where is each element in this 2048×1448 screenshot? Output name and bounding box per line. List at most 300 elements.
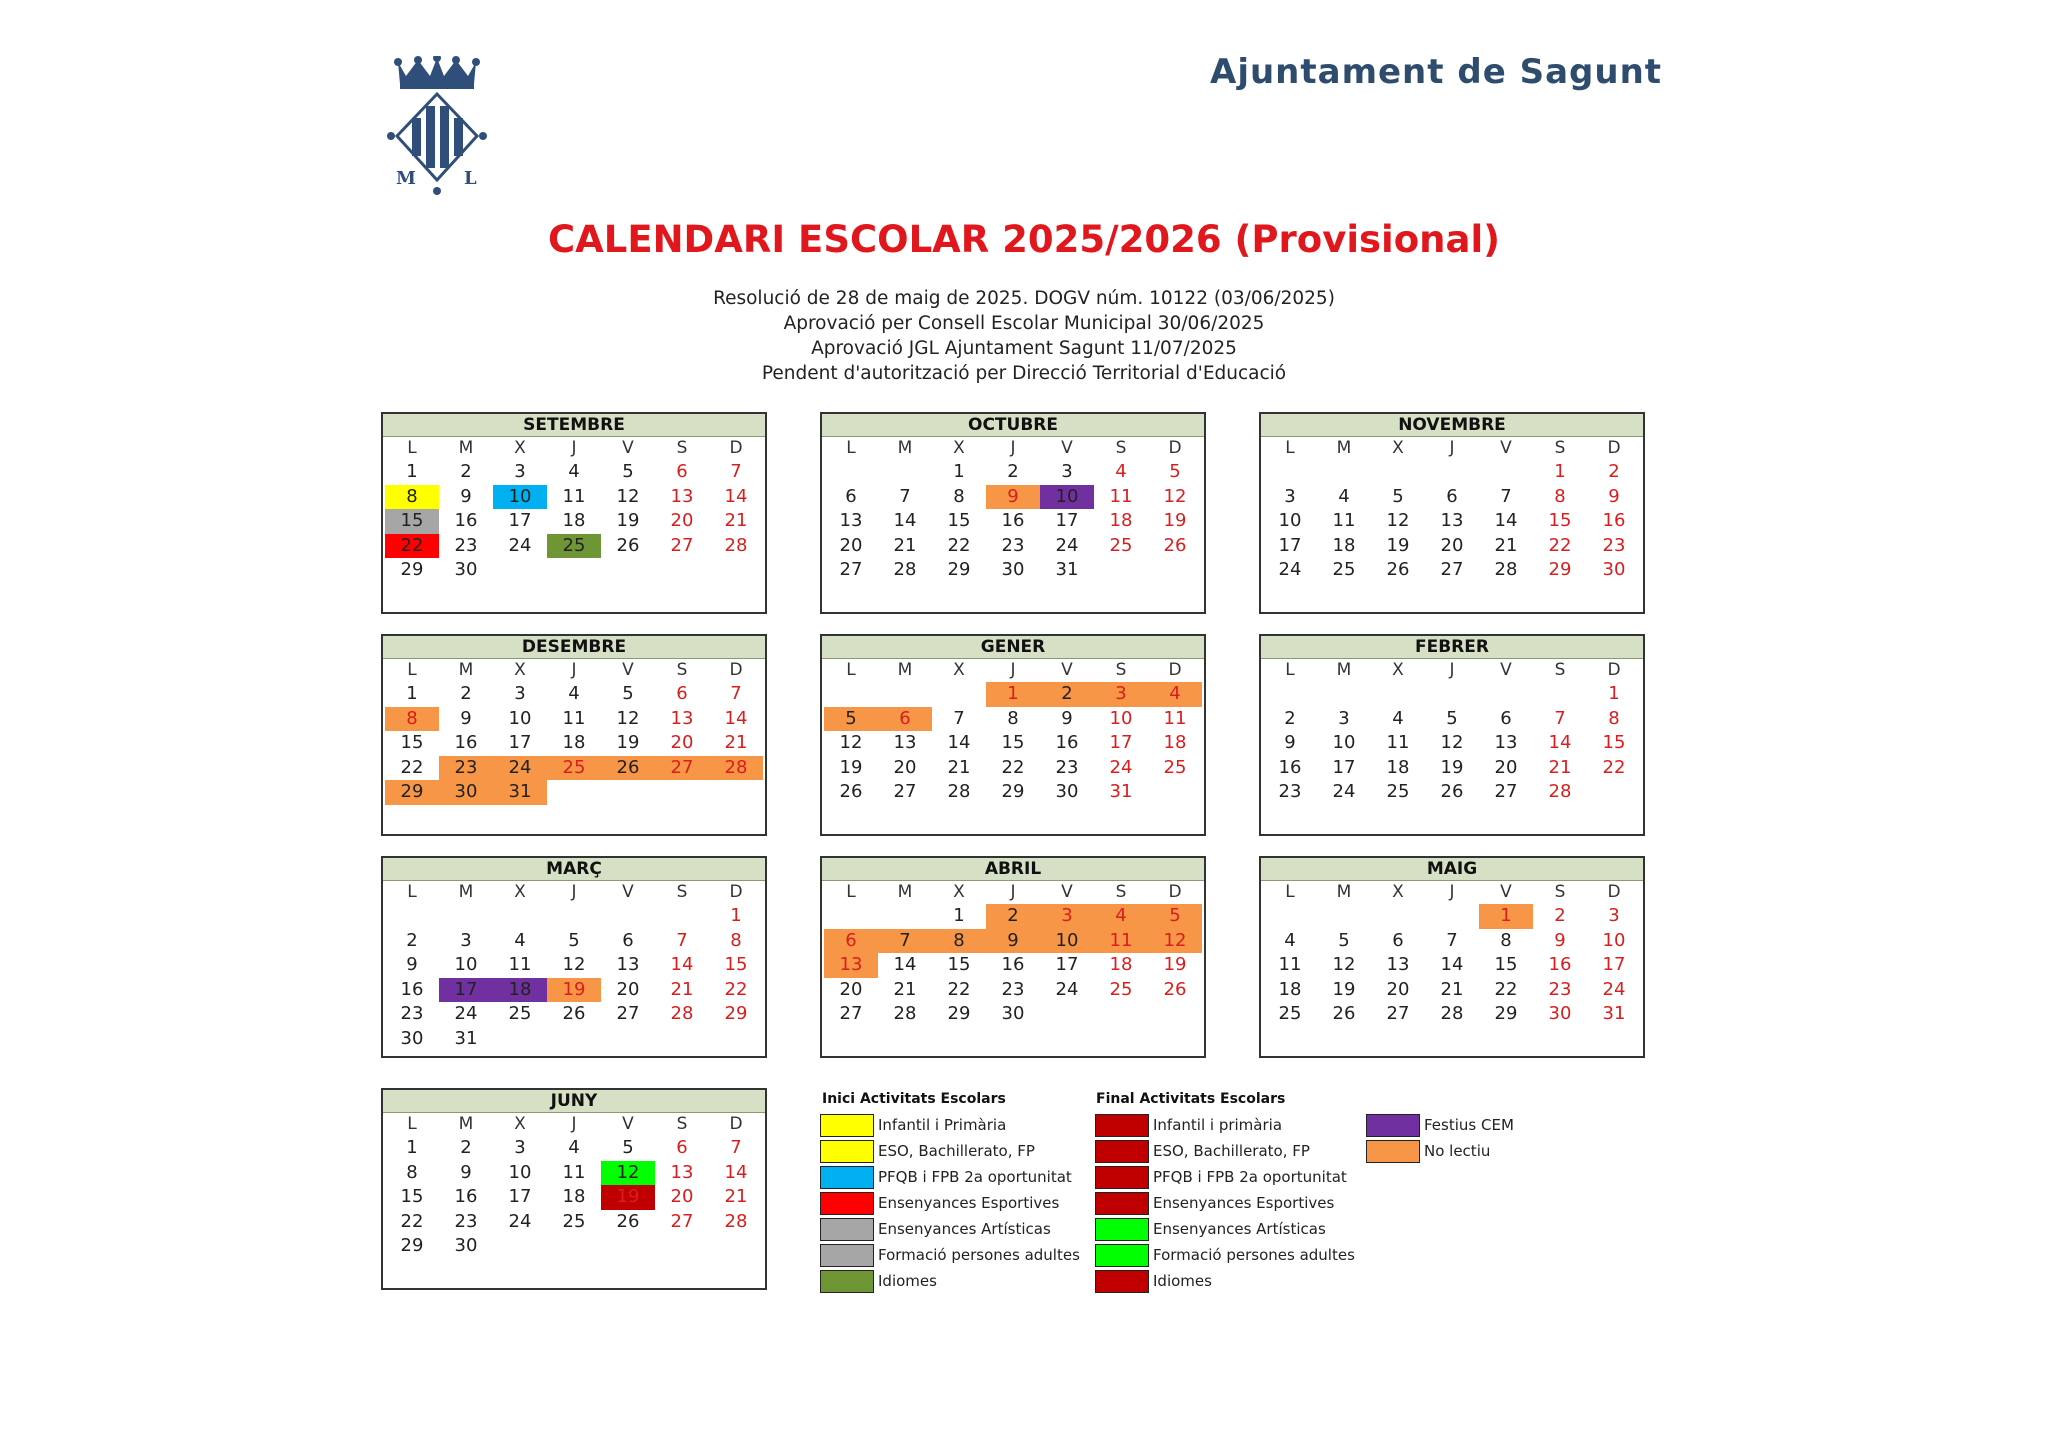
day-cell: 17 <box>1109 732 1133 753</box>
month-calendar <box>820 634 1206 836</box>
day-cell: 8 <box>385 707 439 732</box>
day-cell: 23 <box>1602 534 1626 556</box>
day-cell: 13 <box>616 954 640 975</box>
month-title: MARÇ <box>383 858 765 881</box>
day-cell: 10 <box>1332 732 1356 753</box>
day-cell: 19 <box>1332 978 1356 1000</box>
legend-item <box>820 1190 1059 1216</box>
weekday-label: D <box>729 660 743 680</box>
day-cell: 20 <box>670 510 694 531</box>
day-cell: 21 <box>1548 756 1572 778</box>
day-cell: 14 <box>724 1161 748 1183</box>
weekday-label: J <box>1010 438 1016 458</box>
weekday-label: V <box>1061 882 1073 902</box>
day-cell: 3 <box>460 929 472 951</box>
weekday-label: V <box>622 882 634 902</box>
weekday-label: X <box>514 882 526 902</box>
day-cell: 1 <box>1554 461 1566 482</box>
day-cell: 9 <box>460 1161 472 1183</box>
day-cell: 30 <box>1602 559 1626 580</box>
day-cell: 19 <box>1440 756 1464 778</box>
month-grid <box>385 659 765 805</box>
day-cell: 15 <box>385 509 439 534</box>
weekday-label: L <box>1285 438 1295 458</box>
day-cell: 12 <box>1332 954 1356 975</box>
day-cell: 22 <box>1548 534 1572 556</box>
weekday-label: L <box>407 1114 417 1134</box>
day-cell: 12 <box>839 732 863 753</box>
weekday-label: D <box>729 1114 743 1134</box>
day-cell: 27 <box>616 1003 640 1024</box>
day-cell: 26 <box>839 781 863 802</box>
day-cell: 28 <box>1494 559 1518 580</box>
day-cell: 16 <box>454 510 478 531</box>
day-cell: 19 <box>1163 954 1187 975</box>
weekday-label: L <box>407 438 417 458</box>
day-cell: 12 <box>562 954 586 975</box>
empty-day-cell <box>824 460 878 485</box>
month-grid <box>1263 659 1643 805</box>
day-cell: 5 <box>568 929 580 951</box>
subtitle-line: Resolució de 28 de maig de 2025. DOGV núm. 10122 (03/06/2025) <box>713 288 1335 309</box>
day-cell: 16 <box>400 978 424 1000</box>
legend-item <box>820 1164 1072 1190</box>
day-cell: 21 <box>670 978 694 1000</box>
legend-item <box>820 1138 1035 1164</box>
day-cell: 24 <box>1109 756 1133 778</box>
day-cell: 21 <box>724 510 748 531</box>
day-cell: 4 <box>568 1137 580 1158</box>
weekday-label: X <box>953 660 965 680</box>
day-cell: 29 <box>400 559 424 580</box>
weekday-label: D <box>1607 438 1621 458</box>
legend-label: ESO, Bachillerato, FP <box>878 1142 1035 1160</box>
day-cell: 6 <box>1500 707 1512 729</box>
weekday-label: M <box>897 660 913 680</box>
weekday-label: M <box>458 438 474 458</box>
empty-day-cell <box>439 904 493 929</box>
day-cell: 18 <box>1163 732 1187 753</box>
day-cell: 19 <box>601 1185 655 1210</box>
weekday-label: L <box>1285 660 1295 680</box>
day-cell: 6 <box>845 485 857 507</box>
day-cell: 15 <box>1548 510 1572 531</box>
day-cell: 22 <box>385 534 439 559</box>
empty-day-cell <box>878 682 932 707</box>
day-cell: 12 <box>616 707 640 729</box>
day-cell: 7 <box>878 929 932 954</box>
day-cell: 5 <box>1148 904 1202 929</box>
day-cell: 1 <box>406 1137 418 1158</box>
day-cell: 13 <box>670 1161 694 1183</box>
day-cell: 5 <box>622 1137 634 1158</box>
day-cell: 8 <box>1608 707 1620 729</box>
day-cell: 30 <box>400 1027 424 1049</box>
day-cell: 9 <box>460 485 472 507</box>
empty-day-cell <box>932 682 986 707</box>
month-calendar <box>381 634 767 836</box>
day-cell: 22 <box>1494 978 1518 1000</box>
day-cell: 7 <box>730 461 742 482</box>
legend-item <box>820 1216 1051 1242</box>
day-cell: 27 <box>839 1003 863 1024</box>
day-cell: 14 <box>724 485 748 507</box>
day-cell: 3 <box>1040 904 1094 929</box>
month-title: OCTUBRE <box>822 414 1204 437</box>
logo-letter-l: L <box>464 168 477 189</box>
weekday-label: S <box>1115 438 1127 458</box>
day-cell: 28 <box>724 534 748 556</box>
day-cell: 6 <box>1392 929 1404 951</box>
legend-item <box>1095 1268 1212 1294</box>
organization-name: Ajuntament de Sagunt <box>1210 52 1663 92</box>
weekday-label: S <box>676 882 688 902</box>
weekday-label: D <box>1168 660 1182 680</box>
day-cell: 24 <box>454 1003 478 1024</box>
day-cell: 4 <box>1284 929 1296 951</box>
legend-label: Festius CEM <box>1424 1116 1514 1134</box>
day-cell: 30 <box>439 780 493 805</box>
weekday-label: V <box>1500 438 1512 458</box>
month-calendar <box>820 412 1206 614</box>
day-cell: 9 <box>986 929 1040 954</box>
day-cell: 19 <box>1163 510 1187 531</box>
day-cell: 4 <box>514 929 526 951</box>
day-cell: 16 <box>1001 510 1025 531</box>
empty-day-cell <box>547 904 601 929</box>
weekday-label: X <box>1392 660 1404 680</box>
day-cell: 11 <box>1163 707 1187 729</box>
weekday-label: D <box>729 438 743 458</box>
day-cell: 21 <box>1494 534 1518 556</box>
day-cell: 18 <box>1278 978 1302 1000</box>
legend-label: Idiomes <box>878 1272 937 1290</box>
day-cell: 16 <box>1602 510 1626 531</box>
day-cell: 5 <box>1392 485 1404 507</box>
legend-swatch <box>820 1244 874 1267</box>
day-cell: 15 <box>400 1186 424 1207</box>
day-cell: 26 <box>616 1210 640 1232</box>
day-cell: 2 <box>406 929 418 951</box>
weekday-label: L <box>1285 882 1295 902</box>
day-cell: 12 <box>1163 485 1187 507</box>
day-cell: 30 <box>1055 781 1079 802</box>
empty-day-cell <box>1425 682 1479 707</box>
month-title: MAIG <box>1261 858 1643 881</box>
day-cell: 29 <box>400 1235 424 1256</box>
day-cell: 22 <box>947 978 971 1000</box>
weekday-label: M <box>458 660 474 680</box>
day-cell: 25 <box>562 1210 586 1232</box>
month-grid <box>385 881 765 1051</box>
subtitle-line: Pendent d'autorització per Direcció Territorial d'Educació <box>761 363 1287 384</box>
day-cell: 2 <box>986 904 1040 929</box>
day-cell: 17 <box>1332 756 1356 778</box>
legend-swatch <box>1095 1192 1149 1215</box>
day-cell: 20 <box>670 1186 694 1207</box>
day-cell: 9 <box>460 707 472 729</box>
legend-swatch <box>1366 1114 1420 1137</box>
day-cell: 16 <box>1001 954 1025 975</box>
legend-swatch <box>820 1114 874 1137</box>
day-cell: 2 <box>1284 707 1296 729</box>
weekday-label: M <box>1336 438 1352 458</box>
day-cell: 21 <box>724 732 748 753</box>
day-cell: 26 <box>616 534 640 556</box>
day-cell: 13 <box>1386 954 1410 975</box>
day-cell: 10 <box>1602 929 1626 951</box>
day-cell: 13 <box>893 732 917 753</box>
day-cell: 3 <box>514 1137 526 1158</box>
day-cell: 20 <box>670 732 694 753</box>
day-cell: 30 <box>454 1235 478 1256</box>
day-cell: 12 <box>601 1161 655 1186</box>
day-cell: 25 <box>508 1003 532 1024</box>
day-cell: 17 <box>1055 954 1079 975</box>
day-cell: 31 <box>1602 1003 1626 1024</box>
weekday-label: X <box>953 438 965 458</box>
day-cell: 1 <box>953 461 965 482</box>
day-cell: 27 <box>1494 781 1518 802</box>
day-cell: 12 <box>1148 929 1202 954</box>
day-cell: 26 <box>601 756 655 781</box>
day-cell: 6 <box>676 1137 688 1158</box>
legend-item <box>820 1268 937 1294</box>
day-cell: 4 <box>1392 707 1404 729</box>
month-calendar <box>381 856 767 1058</box>
day-cell: 8 <box>730 929 742 951</box>
day-cell: 18 <box>1386 756 1410 778</box>
legend-item <box>1095 1164 1347 1190</box>
day-cell: 24 <box>1602 978 1626 1000</box>
day-cell: 6 <box>676 461 688 482</box>
day-cell: 29 <box>1001 781 1025 802</box>
day-cell: 5 <box>622 683 634 704</box>
day-cell: 17 <box>1602 954 1626 975</box>
day-cell: 20 <box>839 978 863 1000</box>
day-cell: 15 <box>947 510 971 531</box>
empty-day-cell <box>1479 682 1533 707</box>
day-cell: 2 <box>460 1137 472 1158</box>
weekday-label: D <box>1607 882 1621 902</box>
legend-item <box>1095 1190 1334 1216</box>
legend-swatch <box>820 1270 874 1293</box>
day-cell: 21 <box>893 978 917 1000</box>
day-cell: 19 <box>839 756 863 778</box>
day-cell: 7 <box>1500 485 1512 507</box>
weekday-label: X <box>514 660 526 680</box>
day-cell: 17 <box>439 978 493 1003</box>
day-cell: 31 <box>1055 559 1079 580</box>
day-cell: 13 <box>670 485 694 507</box>
day-cell: 18 <box>1332 534 1356 556</box>
weekday-label: L <box>846 660 856 680</box>
empty-day-cell <box>1425 460 1479 485</box>
weekday-label: S <box>1554 882 1566 902</box>
legend-label: Infantil i Primària <box>878 1116 1007 1134</box>
weekday-label: J <box>571 882 577 902</box>
day-cell: 23 <box>1055 756 1079 778</box>
weekday-label: M <box>458 882 474 902</box>
month-grid <box>385 437 765 583</box>
day-cell: 23 <box>1001 978 1025 1000</box>
day-cell: 14 <box>893 510 917 531</box>
day-cell: 25 <box>1109 534 1133 556</box>
month-title: DESEMBRE <box>383 636 765 659</box>
empty-day-cell <box>385 904 439 929</box>
day-cell: 19 <box>616 732 640 753</box>
day-cell: 18 <box>1109 954 1133 975</box>
day-cell: 14 <box>893 954 917 975</box>
day-cell: 16 <box>1055 732 1079 753</box>
day-cell: 23 <box>439 756 493 781</box>
weekday-label: J <box>571 438 577 458</box>
day-cell: 16 <box>454 1186 478 1207</box>
day-cell: 1 <box>730 905 742 926</box>
empty-day-cell <box>1479 460 1533 485</box>
empty-day-cell <box>493 904 547 929</box>
day-cell: 2 <box>460 461 472 482</box>
legend-swatch <box>1095 1218 1149 1241</box>
weekday-label: M <box>897 438 913 458</box>
weekday-label: J <box>1010 660 1016 680</box>
day-cell: 18 <box>562 510 586 531</box>
day-cell: 10 <box>454 954 478 975</box>
day-cell: 14 <box>1548 732 1572 753</box>
day-cell: 8 <box>1554 485 1566 507</box>
day-cell: 20 <box>1386 978 1410 1000</box>
month-title: SETEMBRE <box>383 414 765 437</box>
day-cell: 25 <box>1332 559 1356 580</box>
day-cell: 21 <box>724 1186 748 1207</box>
weekday-label: J <box>571 660 577 680</box>
day-cell: 15 <box>400 732 424 753</box>
day-cell: 10 <box>508 707 532 729</box>
weekday-label: L <box>407 882 417 902</box>
legend-inici-title: Inici Activitats Escolars <box>822 1091 1006 1107</box>
day-cell: 28 <box>724 1210 748 1232</box>
legend-swatch <box>1095 1140 1149 1163</box>
day-cell: 10 <box>508 1161 532 1183</box>
weekday-label: L <box>846 438 856 458</box>
legend-item <box>1095 1138 1310 1164</box>
day-cell: 13 <box>670 707 694 729</box>
day-cell: 26 <box>1163 534 1187 556</box>
day-cell: 22 <box>1602 756 1626 778</box>
subtitle-line: Aprovació per Consell Escolar Municipal 30/06/2025 <box>783 313 1265 334</box>
day-cell: 31 <box>1109 781 1133 802</box>
day-cell: 13 <box>839 510 863 531</box>
day-cell: 8 <box>1007 707 1019 729</box>
empty-day-cell <box>1425 904 1479 929</box>
day-cell: 4 <box>1338 485 1350 507</box>
empty-day-cell <box>1263 460 1317 485</box>
day-cell: 1 <box>986 682 1040 707</box>
day-cell: 23 <box>454 534 478 556</box>
subtitle-line: Aprovació JGL Ajuntament Sagunt 11/07/2025 <box>811 338 1237 359</box>
weekday-label: D <box>1168 438 1182 458</box>
day-cell: 7 <box>1554 707 1566 729</box>
day-cell: 24 <box>1055 978 1079 1000</box>
day-cell: 20 <box>616 978 640 1000</box>
legend-label: No lectiu <box>1424 1142 1491 1160</box>
weekday-label: V <box>1500 882 1512 902</box>
day-cell: 9 <box>1608 485 1620 507</box>
day-cell: 18 <box>562 1186 586 1207</box>
legend-item <box>1366 1138 1490 1164</box>
day-cell: 30 <box>454 559 478 580</box>
day-cell: 12 <box>1386 510 1410 531</box>
empty-day-cell <box>824 682 878 707</box>
day-cell: 6 <box>878 707 932 732</box>
month-calendar <box>820 856 1206 1058</box>
day-cell: 25 <box>547 534 601 559</box>
day-cell: 11 <box>1332 510 1356 531</box>
day-cell: 27 <box>670 534 694 556</box>
day-cell: 6 <box>1446 485 1458 507</box>
day-cell: 11 <box>562 1161 586 1183</box>
empty-day-cell <box>1263 682 1317 707</box>
legend-item <box>1095 1242 1355 1268</box>
legend-swatch <box>1095 1166 1149 1189</box>
day-cell: 14 <box>724 707 748 729</box>
day-cell: 3 <box>1338 707 1350 729</box>
day-cell: 28 <box>709 756 763 781</box>
day-cell: 24 <box>508 1210 532 1232</box>
day-cell: 13 <box>1494 732 1518 753</box>
month-calendar <box>381 1088 767 1290</box>
weekday-label: S <box>676 1114 688 1134</box>
legend-item <box>820 1112 1006 1138</box>
day-cell: 23 <box>1278 781 1302 802</box>
day-cell: 14 <box>1440 954 1464 975</box>
day-cell: 20 <box>893 756 917 778</box>
weekday-label: L <box>407 660 417 680</box>
empty-day-cell <box>824 904 878 929</box>
day-cell: 9 <box>406 954 418 975</box>
day-cell: 24 <box>1278 559 1302 580</box>
day-cell: 11 <box>562 707 586 729</box>
day-cell: 3 <box>1061 461 1073 482</box>
day-cell: 23 <box>400 1003 424 1024</box>
day-cell: 27 <box>655 756 709 781</box>
day-cell: 25 <box>1278 1003 1302 1024</box>
legend-swatch <box>820 1166 874 1189</box>
day-cell: 11 <box>562 485 586 507</box>
legend-final-title: Final Activitats Escolars <box>1096 1091 1286 1107</box>
day-cell: 24 <box>493 756 547 781</box>
weekday-label: M <box>1336 882 1352 902</box>
month-grid <box>824 437 1204 583</box>
day-cell: 29 <box>947 1003 971 1024</box>
weekday-label: V <box>622 660 634 680</box>
weekday-label: D <box>1168 882 1182 902</box>
legend-label: Formació persones adultes <box>878 1246 1080 1264</box>
day-cell: 5 <box>622 461 634 482</box>
day-cell: 30 <box>1548 1003 1572 1024</box>
day-cell: 7 <box>1446 929 1458 951</box>
day-cell: 28 <box>1548 781 1572 802</box>
weekday-label: D <box>1607 660 1621 680</box>
day-cell: 2 <box>1554 905 1566 926</box>
day-cell: 27 <box>893 781 917 802</box>
legend-label: Ensenyances Esportives <box>878 1194 1060 1212</box>
weekday-label: D <box>729 882 743 902</box>
month-title: NOVEMBRE <box>1261 414 1643 437</box>
day-cell: 27 <box>1386 1003 1410 1024</box>
day-cell: 22 <box>400 756 424 778</box>
day-cell: 19 <box>547 978 601 1003</box>
